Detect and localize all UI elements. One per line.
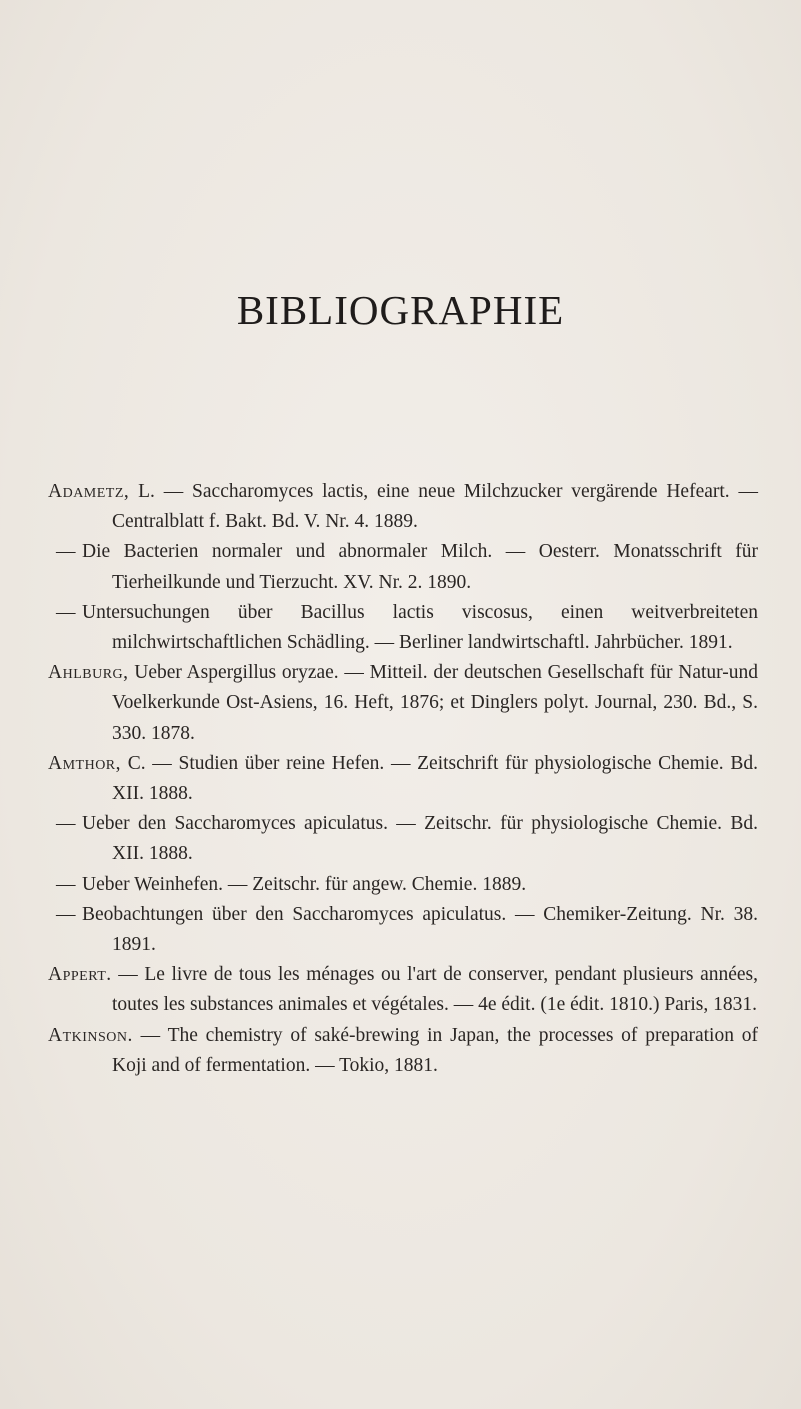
page-title: BIBLIOGRAPHIE	[236, 287, 565, 333]
bibliography-entry	[48, 537, 758, 597]
entry-text: C. — Studien über reine Hefen. — Zeitschrift für physiologische Chemie. Bd. XII. 1888.	[112, 752, 758, 805]
entry-text: Ueber Weinhefen. — Zeitschr. für angew. Chemie. 1889.	[82, 873, 527, 895]
bibliography-entry	[48, 960, 758, 1020]
bibliography-entry	[48, 900, 758, 960]
entry-dash: —	[56, 903, 76, 925]
bibliography-list	[48, 477, 758, 1081]
entry-text: — Le livre de tous les ménages ou l'art de conserver, pendant plusieurs années, toutes les substances animales et végétales. — 4e édit. (1e édit. 1810.) Paris, 1831.	[111, 964, 758, 1016]
entry-dash: —	[56, 601, 76, 623]
bibliography-entry	[48, 870, 758, 900]
entry-author: Amthor,	[48, 752, 122, 774]
entry-text: Untersuchungen über Bacillus lactis viscosus, einen weitverbreiteten milchwirtschaftlichen Schädling. — Berliner landwirtschaftl. Jahrbücher. 1891.	[82, 601, 758, 654]
entry-author: Atkinson.	[48, 1024, 133, 1046]
bibliography-entry	[48, 598, 758, 658]
entry-text: Ueber Aspergillus oryzae. — Mitteil. der deutschen Gesellschaft für Natur-und Voelkerkunde Ost-Asiens, 16. Heft, 1876; et Dinglers polyt. Journal, 230. Bd., S. 330. 1878.	[112, 662, 758, 744]
entry-author: Ahlburg,	[48, 662, 129, 684]
bibliography-entry	[48, 749, 758, 809]
entry-author: Adametz,	[48, 481, 130, 502]
entry-text: — The chemistry of saké-brewing in Japan, the processes of preparation of Koji and of fermentation. — Tokio, 1881.	[112, 1024, 758, 1076]
bibliography-entry	[48, 1021, 758, 1081]
entry-author: Appert.	[48, 964, 112, 986]
entry-text: Beobachtungen über den Saccharomyces apiculatus. — Chemiker-Zeitung. Nr. 38. 1891.	[82, 903, 758, 956]
entry-text: Die Bacterien normaler und abnormaler Milch. — Oesterr. Monatsschrift für Tierheilkunde und Tierzucht. XV. Nr. 2. 1890.	[82, 541, 758, 593]
bibliography-entry	[48, 809, 758, 869]
bibliography-entry	[48, 658, 758, 749]
entry-dash: —	[56, 813, 76, 835]
entry-text: L. — Saccharomyces lactis, eine neue Milchzucker vergärende Hefeart. — Centralblatt f. Bakt. Bd. V. Nr. 4. 1889.	[112, 481, 758, 533]
entry-dash: —	[56, 541, 76, 563]
entry-text: Ueber den Saccharomyces apiculatus. — Zeitschr. für physiologische Chemie. Bd. XII. 1888.	[82, 813, 758, 865]
bibliography-entry	[48, 477, 758, 537]
entry-dash: —	[56, 873, 76, 895]
